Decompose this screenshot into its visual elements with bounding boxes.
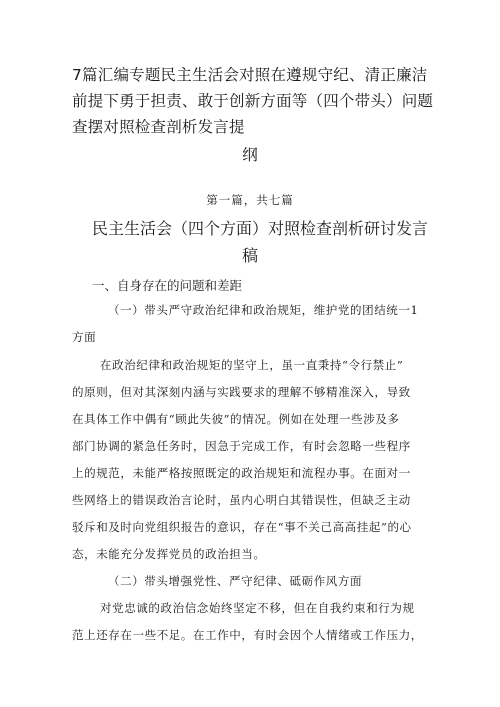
body-line: 些网络上的错误政治言论时，虽内心明白其错误性，但缺乏主动 xyxy=(72,493,411,507)
body-line: 上的规范，未能严格按照既定的政治规矩和流程办事。在面对一 xyxy=(72,466,411,480)
document-title-tail: 纲 xyxy=(242,146,258,164)
document-title: 7篇汇编专题民主生活会对照在遵规守纪、清正廉洁前提下勇于担责、敢于创新方面等（四个带头）问题查摆对照检查剖析发言提 xyxy=(72,66,434,136)
subheading-line: （一）带头严守政治纪律和政治规矩，维护党的团结统一1 xyxy=(108,303,419,317)
body-line: 方面 xyxy=(72,330,97,344)
body-line: 态，未能充分发挥党员的政治担当。 xyxy=(72,547,266,561)
part-label: 第一篇，共七篇 xyxy=(206,193,294,207)
body-line: 驳斥和及时向党组织报告的意识，存在“事不关己高高挂起”的心 xyxy=(72,520,412,534)
body-line: 在具体工作中偶有“顾此失彼”的情况。例如在处理一些涉及多 xyxy=(72,412,400,426)
heading-level-1: 一、自身存在的问题和差距 xyxy=(92,278,243,293)
section-title: 民主生活会（四个方面）对照检查剖析研讨发言 xyxy=(91,219,428,238)
body-line: 对党忠诚的政治信念始终坚定不移，但在自我约束和行为规 xyxy=(100,601,415,615)
body-line: 部门协调的紧急任务时，因急于完成工作，有时会忽略一些程序 xyxy=(72,439,411,453)
section-title-tail: 稿 xyxy=(241,246,258,265)
body-line: 在政治纪律和政治规矩的坚守上，虽一直秉持“令行禁止” xyxy=(100,358,404,372)
subheading-line: （二）带头增强党性、严守纪律、砥砺作风方面 xyxy=(108,574,363,588)
body-line: 范上还存在一些不足。在工作中，有时会因个人情绪或工作压力， xyxy=(72,628,423,642)
body-line: 的原则，但对其深刻内涵与实践要求的理解不够精准深入，导致 xyxy=(72,385,411,399)
